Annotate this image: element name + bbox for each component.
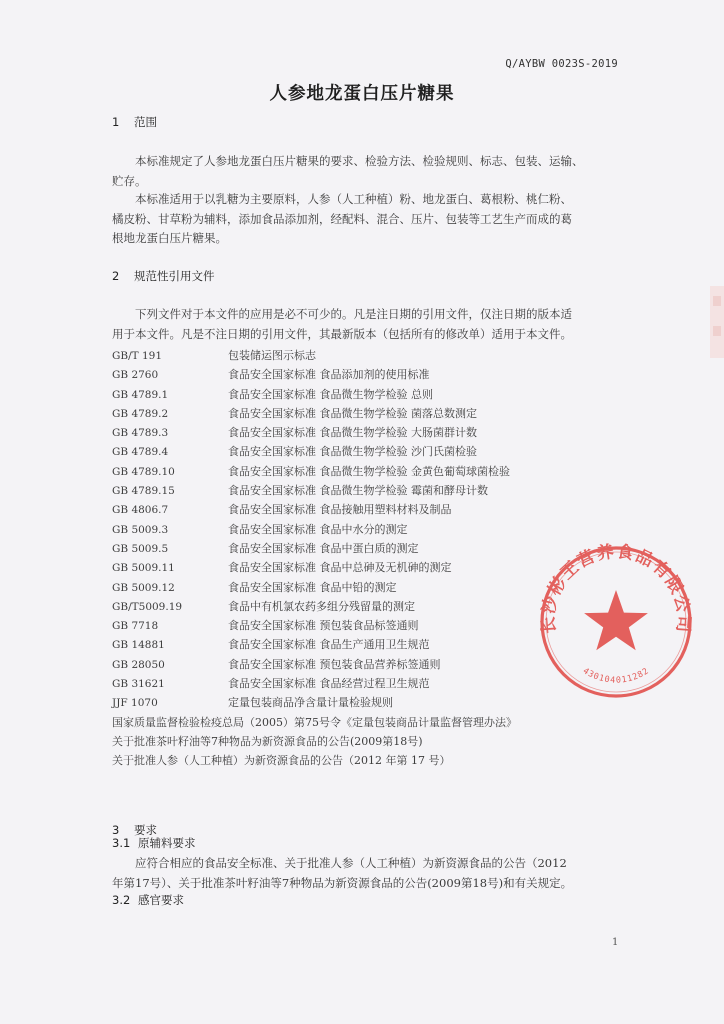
subsection-3-1-heading <box>112 835 196 851</box>
section-number: 2 <box>112 269 120 283</box>
reference-title: 食品安全国家标准 食品生产通用卫生规范 <box>228 638 430 652</box>
text-line: 本标准适用于以乳糖为主要原料，人参（人工种植）粉、地龙蛋白、葛根粉、桃仁粉、 <box>135 192 572 206</box>
reference-row <box>112 442 612 461</box>
section-1-paragraph-1 <box>112 152 622 191</box>
text-line: 年第17号）、关于批准茶叶籽油等7种物品为新资源食品的公告(2009第18号)和有关规定。 <box>112 875 573 890</box>
reference-title: 定量包装商品净含量计量检验规则 <box>228 696 393 710</box>
reference-row <box>112 520 612 539</box>
text-line: 用于本文件。凡是不注日期的引用文件，其最新版本（包括所有的修改单）适用于本文件。 <box>112 326 572 341</box>
reference-plain: 关于批准人参（人工种植）为新资源食品的公告（2012 年第 17 号） <box>112 754 451 768</box>
section-number: 1 <box>112 115 120 129</box>
section-2-intro <box>112 305 622 344</box>
reference-row <box>112 404 612 423</box>
reference-title: 包装储运图示标志 <box>228 349 316 362</box>
reference-row <box>112 365 612 384</box>
subsection-title: 感官要求 <box>138 893 184 907</box>
reference-code: GB 4789.3 <box>112 427 169 440</box>
reference-code: GB/T5009.19 <box>112 600 183 613</box>
page-number: 1 <box>612 937 619 948</box>
reference-title: 食品安全国家标准 食品经营过程卫生规范 <box>228 677 430 691</box>
reference-title: 食品安全国家标准 食品中铅的测定 <box>228 580 397 594</box>
reference-code: GB 7718 <box>112 620 159 633</box>
reference-title: 食品安全国家标准 食品微生物学检验 霉菌和酵母计数 <box>228 484 488 498</box>
reference-row <box>112 462 612 481</box>
reference-code: GB 2760 <box>112 369 159 382</box>
seal-text-path: 长沙彬王营养食品有限公司 <box>538 542 694 635</box>
subsection-title: 原辅料要求 <box>138 836 196 850</box>
reference-code: GB 4789.4 <box>112 446 169 459</box>
section-title: 范围 <box>134 115 157 129</box>
reference-row <box>112 346 612 365</box>
reference-code: JJF 1070 <box>112 697 158 710</box>
subsection-3-2-heading <box>112 892 184 908</box>
reference-title: 食品安全国家标准 食品中蛋白质的测定 <box>228 541 419 555</box>
reference-code: GB 14881 <box>112 639 165 652</box>
reference-code: GB 4789.2 <box>112 407 169 420</box>
seal-number <box>581 666 651 686</box>
text-line: 根地龙蛋白压片糖果。 <box>112 231 227 245</box>
company-seal <box>536 542 696 702</box>
document-code: Q/AYBW 0023S-2019 <box>505 58 618 70</box>
reference-title: 食品安全国家标准 预包装食品营养标签通则 <box>228 657 441 671</box>
reference-code: GB 5009.5 <box>112 542 169 555</box>
reference-title: 食品安全国家标准 食品中水分的测定 <box>228 522 408 536</box>
reference-title: 食品安全国家标准 食品接触用塑料材料及制品 <box>228 503 452 517</box>
section-title: 规范性引用文件 <box>134 269 215 283</box>
reference-title: 食品安全国家标准 预包装食品标签通则 <box>228 619 419 633</box>
section-1-heading <box>112 114 157 130</box>
text-line: 应符合相应的食品安全标准、关于批准人参（人工种植）为新资源食品的公告（2012 <box>135 856 567 870</box>
document-title: 人参地龙蛋白压片糖果 <box>269 84 455 104</box>
subsection-3-1-paragraph <box>112 854 622 893</box>
reference-code: GB 5009.11 <box>112 562 175 575</box>
reference-title: 食品安全国家标准 食品微生物学检验 大肠菌群计数 <box>228 426 477 440</box>
seal-star-icon <box>584 590 648 650</box>
reference-code: GB 4789.10 <box>112 465 175 478</box>
text-line: 下列文件对于本文件的应用是必不可少的。凡是注日期的引用文件，仅注日期的版本适 <box>135 307 572 321</box>
reference-code: GB/T 191 <box>112 350 163 362</box>
section-title: 要求 <box>134 823 157 837</box>
reference-code: GB 4789.15 <box>112 485 175 498</box>
reference-row <box>112 500 612 519</box>
reference-row <box>112 481 612 500</box>
seal-number-path: 430104011282 <box>580 666 652 686</box>
reference-title: 食品安全国家标准 食品微生物学检验 菌落总数测定 <box>228 406 477 420</box>
reference-plain: 国家质量监督检验检疫总局（2005）第75号令《定量包装商品计量监督管理办法》 <box>112 715 517 729</box>
reference-title: 食品安全国家标准 食品中总砷及无机砷的测定 <box>228 561 452 575</box>
text-line: 贮存。 <box>112 173 147 188</box>
subsection-number: 3.2 <box>112 893 131 907</box>
reference-title: 食品安全国家标准 食品微生物学检验 总则 <box>228 387 433 401</box>
reference-code: GB 4806.7 <box>112 504 169 517</box>
reference-plain: 关于批准茶叶籽油等7种物品为新资源食品的公告(2009第18号) <box>112 734 423 748</box>
section-2-heading <box>112 268 215 284</box>
text-line: 橘皮粉、甘草粉为辅料，添加食品添加剂，经配料、混合、压片、包装等工艺生产而成的葛 <box>112 211 572 226</box>
reference-title: 食品安全国家标准 食品微生物学检验 金黄色葡萄球菌检验 <box>228 464 510 478</box>
reference-row <box>112 423 612 442</box>
reference-title: 食品安全国家标准 食品添加剂的使用标准 <box>228 368 430 382</box>
reference-code: GB 5009.3 <box>112 523 169 536</box>
edge-stamp-fragment <box>704 282 724 362</box>
reference-title: 食品中有机氯农药多组分残留量的测定 <box>228 599 415 613</box>
reference-title: 食品安全国家标准 食品微生物学检验 沙门氏菌检验 <box>228 445 477 459</box>
reference-code: GB 5009.12 <box>112 581 175 594</box>
reference-code: GB 28050 <box>112 658 165 671</box>
section-number: 3 <box>112 823 120 837</box>
reference-row <box>112 385 612 404</box>
reference-code: GB 4789.1 <box>112 388 169 401</box>
reference-code: GB 31621 <box>112 678 165 691</box>
section-1-paragraph-2 <box>112 190 622 249</box>
subsection-number: 3.1 <box>112 836 131 850</box>
text-line: 本标准规定了人参地龙蛋白压片糖果的要求、检验方法、检验规则、标志、包装、运输、 <box>135 154 584 168</box>
